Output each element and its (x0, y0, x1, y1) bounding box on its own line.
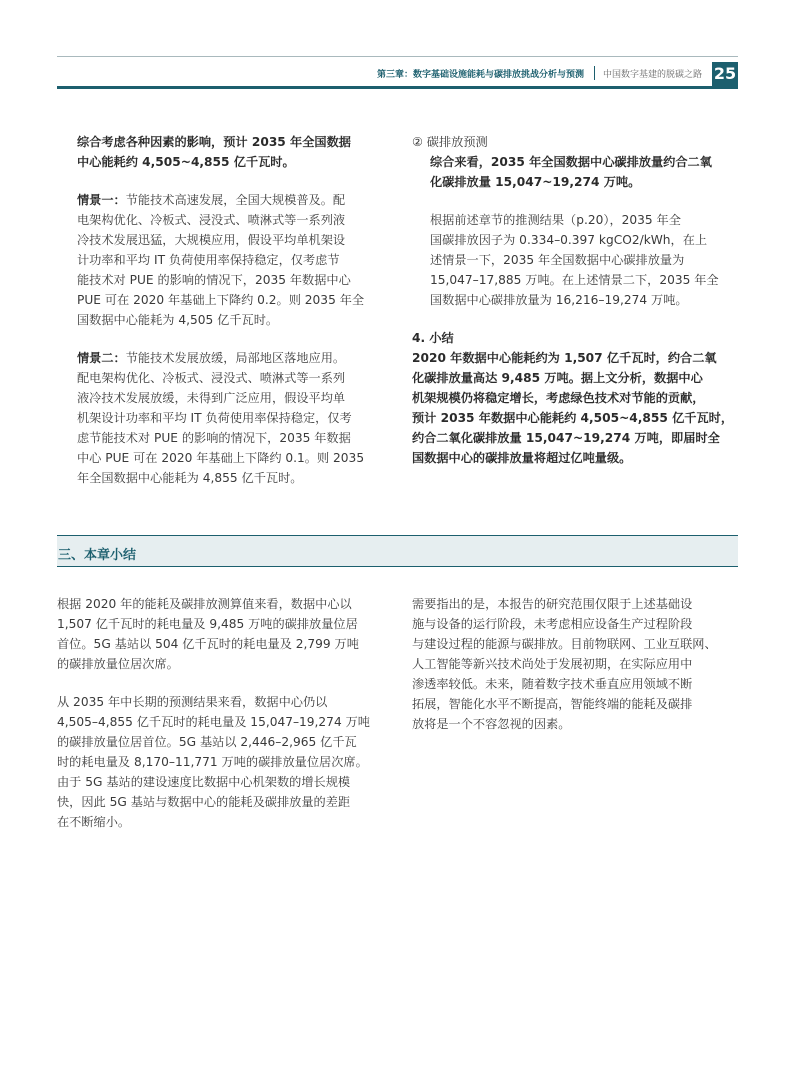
text-line: 4,505–4,855 亿千瓦时的耗电量及 15,047–19,274 万吨 (57, 715, 370, 729)
summary-heading: 4. 小结 (412, 331, 454, 345)
chapter-summary-left (57, 594, 382, 832)
summary-line: 综合考虑各种因素的影响，预计 2035 年全国数据 (77, 135, 351, 149)
summary-line: 中心能耗约 4,505~4,855 亿千瓦时。 (77, 155, 295, 169)
header-bottom-rule (57, 86, 738, 89)
paragraph (57, 594, 382, 674)
text-line: 虑节能技术对 PUE 的影响的情况下，2035 年数据 (77, 431, 351, 445)
text-line: 国碳排放因子为 0.334–0.397 kgCO2/kWh，在上 (430, 233, 708, 247)
carbon-forecast-body (412, 210, 738, 310)
text-line: 约合二氧化碳排放量 15,047~19,274 万吨，即届时全 (412, 431, 720, 445)
text-line: 节能技术发展放缓，局部地区落地应用。 (125, 351, 346, 365)
left-column (77, 132, 382, 488)
text-line: 国数据中心的碳排放量将超过亿吨量级。 (412, 451, 632, 465)
text-line: 在不断缩小。 (57, 815, 131, 829)
text-line: 人工智能等新兴技术尚处于发展初期，在实际应用中 (412, 657, 693, 671)
scenario-summary (77, 132, 382, 172)
scenario-one-label: 情景一： (77, 193, 126, 207)
text-line: 根据前述章节的推测结果（p.20），2035 年全 (430, 213, 681, 227)
header-chapter-title: 第三章：数字基础设施能耗与碳排放挑战分析与预测 (376, 70, 584, 80)
text-line: 时的耗电量及 8,170–11,771 万吨的碳排放量位居次席。 (57, 755, 368, 769)
text-line: 国数据中心能耗为 4,505 亿千瓦时。 (77, 313, 279, 327)
text-line: 计功率和平均 IT 负荷使用率保持稳定，仅考虑节 (77, 253, 340, 267)
text-line: 化碳排放量 15,047~19,274 万吨。 (430, 175, 641, 189)
text-line: 从 2035 年中长期的预测结果来看，数据中心仍以 (57, 695, 328, 709)
text-line: 能技术对 PUE 的影响的情况下，2035 年数据中心 (77, 273, 351, 287)
text-line: 2020 年数据中心能耗约为 1,507 亿千瓦时，约合二氧 (412, 351, 717, 365)
text-line: 15,047–17,885 万吨。在上述情景二下，2035 年全 (430, 273, 719, 287)
summary-body (412, 348, 738, 468)
section-bottom-rule (57, 566, 738, 567)
text-line: 由于 5G 基站的建设速度比数据中心机架数的增长规模 (57, 775, 351, 789)
text-line: 根据 2020 年的能耗及碳排放测算值来看，数据中心以 (57, 597, 352, 611)
text-line: 中心 PUE 可在 2020 年基础上下降约 0.1。则 2035 (77, 451, 365, 465)
text-line: 年全国数据中心能耗为 4,855 亿千瓦时。 (77, 471, 303, 485)
text-line: 预计 2035 年数据中心能耗约 4,505~4,855 亿千瓦时， (412, 411, 734, 425)
text-line: 冷技术发展迅猛，大规模应用，假设平均单机架设 (77, 233, 346, 247)
section-title: 三、本章小结 (58, 548, 137, 563)
text-line: 的碳排放量位居首位。5G 基站以 2,446–2,965 亿千瓦 (57, 735, 357, 749)
text-line: 拓展，智能化水平不断提高，智能终端的能耗及碳排 (412, 697, 693, 711)
text-line: 电架构优化、冷板式、浸没式、喷淋式等一系列液 (77, 213, 346, 227)
text-line: 国数据中心碳排放量为 16,216–19,274 万吨。 (430, 293, 688, 307)
scenario-two (77, 348, 382, 488)
right-column (412, 132, 738, 468)
text-line: 机架规模仍将稳定增长，考虑绿色技术对节能的贡献， (412, 391, 705, 405)
text-line: 首位。5G 基站以 504 亿千瓦时的耗电量及 2,799 万吨 (57, 637, 359, 651)
scenario-two-label: 情景二： (77, 351, 126, 365)
text-line: 化碳排放量高达 9,485 万吨。据上文分析，数据中心 (412, 371, 703, 385)
text-line: 机架设计功率和平均 IT 负荷使用率保持稳定，仅考 (77, 411, 352, 425)
header-top-rule (57, 56, 738, 57)
text-line: 的碳排放量位居次席。 (57, 657, 179, 671)
text-line: 综合来看，2035 年全国数据中心碳排放量约合二氧 (430, 155, 712, 169)
carbon-forecast-summary (412, 152, 738, 192)
text-line: PUE 可在 2020 年基础上下降约 0.2。则 2035 年全 (77, 293, 365, 307)
carbon-forecast-title: ② 碳排放预测 (412, 135, 488, 149)
scenario-one (77, 190, 382, 330)
header-separator (594, 66, 595, 80)
text-line: 快，因此 5G 基站与数据中心的能耗及碳排放量的差距 (57, 795, 351, 809)
paragraph (412, 594, 738, 734)
text-line: 述情景一下，2035 年全国数据中心碳排放量为 (430, 253, 685, 267)
text-line: 放将是一个不容忽视的因素。 (412, 717, 571, 731)
text-line: 施与设备的运行阶段，未考虑相应设备生产过程阶段 (412, 617, 693, 631)
text-line: 1,507 亿千瓦时的耗电量及 9,485 万吨的碳排放量位居 (57, 617, 358, 631)
text-line: 节能技术高速发展，全国大规模普及。配 (125, 193, 346, 207)
text-line: 渗透率较低。未来，随着数字技术垂直应用领域不断 (412, 677, 693, 691)
chapter-summary-right (412, 594, 738, 734)
text-line: 配电架构优化、冷板式、浸没式、喷淋式等一系列 (77, 371, 346, 385)
header-book-title: 中国数字基建的脱碳之路 (603, 70, 703, 80)
text-line: 液冷技术发展放缓，未得到广泛应用，假设平均单 (77, 391, 346, 405)
text-line: 与建设过程的能源与碳排放。目前物联网、工业互联网、 (412, 637, 717, 651)
text-line: 需要指出的是，本报告的研究范围仅限于上述基础设 (412, 597, 693, 611)
section-band (57, 536, 738, 566)
page-number: 25 (712, 62, 738, 86)
paragraph (57, 692, 382, 832)
